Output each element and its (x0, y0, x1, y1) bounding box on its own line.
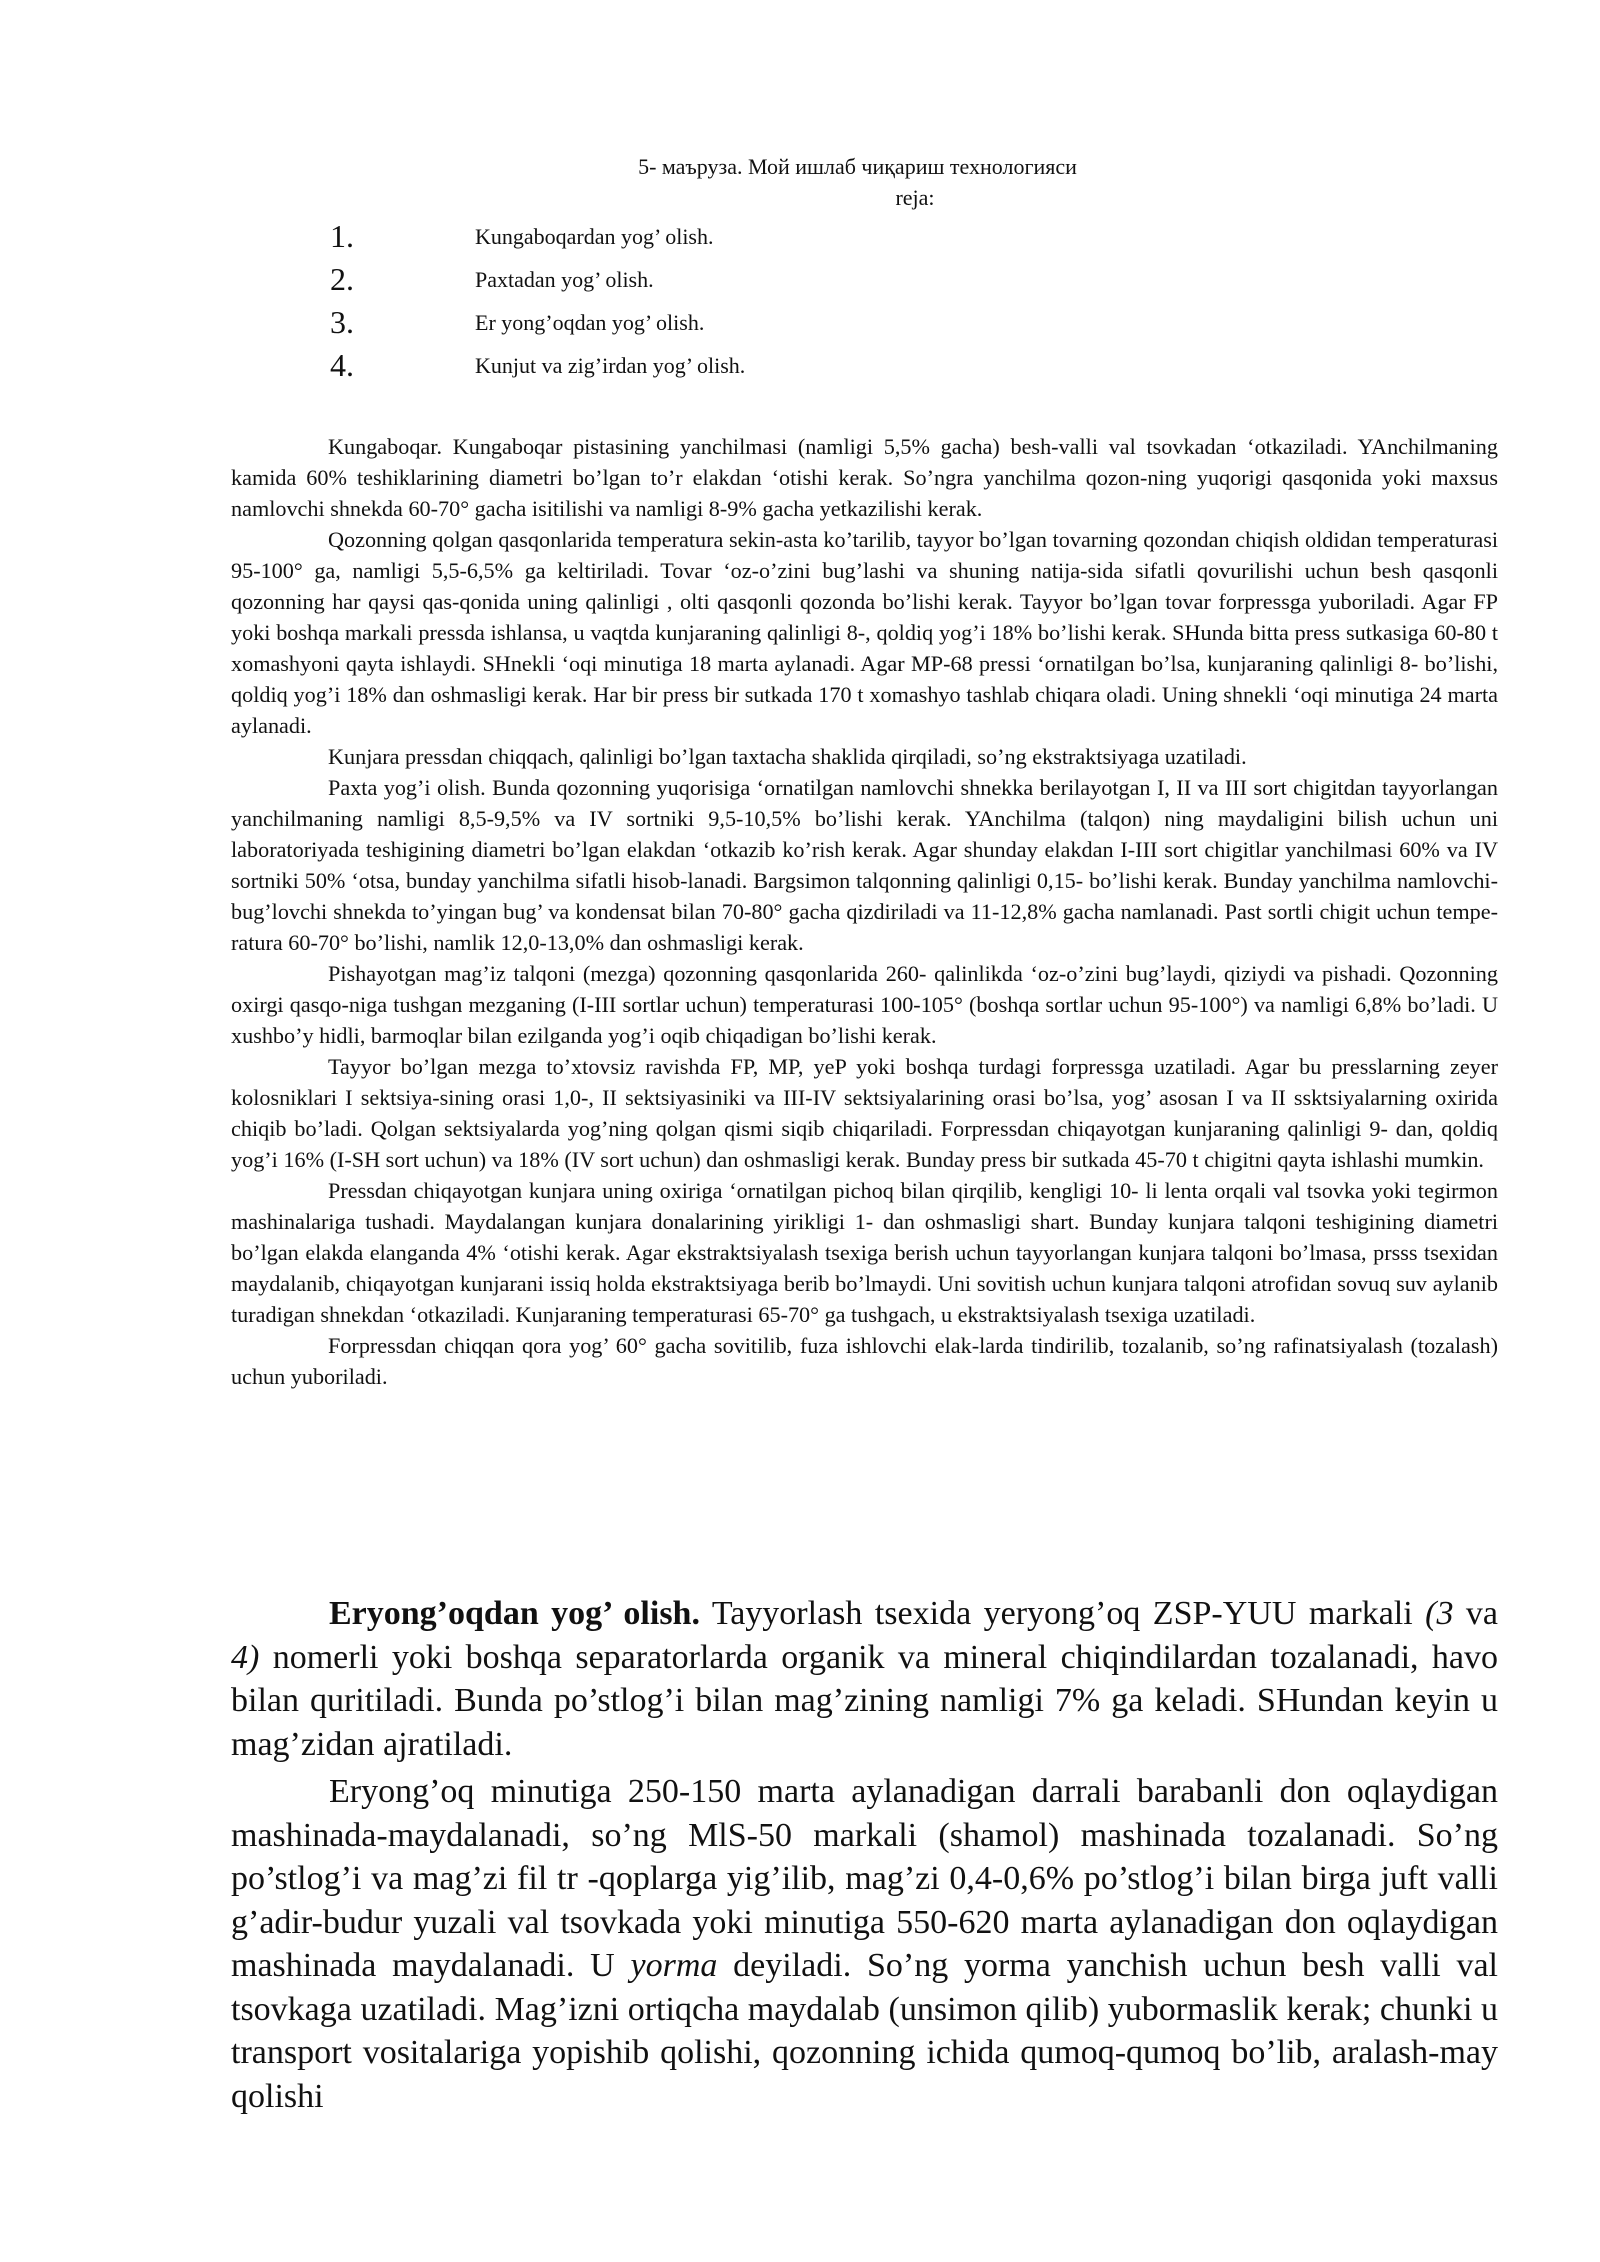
text-run: deyiladi. So’ng yorma yanchish uchun besh valli val tsovkaga uzatiladi. Mag’izni ortiqcha maydalab (unsimon qilib) yubormaslik kerak; chunki u transport vositalariga yopishib qolishi, qozonning ichida qumoq-qumoq bo’lib, aralash-may qolishi (231, 1947, 1498, 2115)
paragraph: Pishayotgan mag’iz talqoni (mezga) qozonning qasqonlarida 260- qalinlikda ‘oz-o’zini bug’laydi, qiziydi va pishadi. Qozonning oxirgi qasqo-niga tushgan mezganing (I-III sortlar uchun) temperaturasi 100-105° (boshqa sortlar uchun 95-100°) va namligi 6,8% bo’ladi. U xushbo’y hidli, barmoqlar bilan ezilganda yog’i oqib chiqadigan bo’lishi kerak. (231, 961, 1498, 1048)
text-run: nomerli yoki boshqa separatorlarda organik va mineral chiqindilardan tozalanadi, havo bilan quritiladi. Bunda po’stlog’i bilan mag’zining namligi 7% ga keladi. SHundan keyin u mag’zidan ajratiladi. (231, 1638, 1498, 1763)
plan-item-text: Kunjut va zig’irdan yog’ olish. (475, 353, 746, 378)
paragraph: Qozonning qolgan qasqonlarida temperatura sekin-asta ko’tarilib, tayyor bo’lgan tovarning qozondan chiqish oldidan temperaturasi 95-100° ga, namligi 5,5-6,5% ga keltiriladi. Tovar ‘oz-o’zini bug’lashi va shuning natija-sida sifatli qovurilishi uchun besh qasqonli qozonning har qaysi qas-qonida uning qalinligi , olti qasqonli qozonda bo’lishi kerak. Tayyor bo’lgan tovar forpressga yuboriladi. Agar FP yoki boshqa markali pressda ishlansa, u vaqtda kunjaraning qalinligi 8-, qoldiq yog’i 18% bo’lishi kerak. SHunda bitta press sutkasiga 60-80 t xomashyoni qayta ishlaydi. SHnekli ‘oqi minutiga 18 marta aylanadi. Agar MP-68 pressi ‘ornatilgan bo’lsa, kunjaraning qalinligi 8- bo’lishi, qoldiq yog’i 18% dan oshmasligi kerak. Har bir press bir sutkada 170 t xomashyo tashlab chiqara oladi. Uning shnekli ‘oqi minutiga 24 marta aylanadi. (231, 527, 1498, 738)
paragraph (231, 1592, 1498, 1766)
paragraph: Forpressdan chiqqan qora yog’ 60° gacha sovitilib, fuza ishlovchi elak-larda tindirilib, tozalanib, so’ng rafinatsiyalash (tozalash) uchun yuboriladi. (231, 1333, 1498, 1389)
paragraph: Kunjara pressdan chiqqach, qalinligi bo’lgan taxtacha shaklida qirqiladi, so’ng ekstraktsiyaga uzatiladi. (328, 744, 1247, 769)
plan-item-number: 1. (330, 218, 354, 254)
paragraph: Paxta yog’i olish. Bunda qozonning yuqorisiga ‘ornatilgan namlovchi shnekka berilayotgan I, II va III sort chigitdan tayyorlangan yanchilmaning namligi 8,5-9,5% va IV sortniki 9,5-10,5% bo’lishi kerak. YAnchilma (talqon) ning maydaligini bilish uchun uni laboratoriyada teshigining diametri bo’lgan elakdan ‘otkazib ko’rish kerak. Agar shunday elakdan I-III sort chigitlar yanchilmasi 60% va IV sortniki 50% ‘otsa, bunday yanchilma sifatli hisob-lanadi. Bargsimon talqonning qalinligi 0,15- bo’lishi kerak. Bunday yanchilma namlovchi-bug’lovchi shnekda to’yingan bug’ va kondensat bilan 70-80° gacha qizdiriladi va 11-12,8% gacha namlanadi. Past sortli chigit uchun tempe-ratura 60-70° bo’lishi, namlik 12,0-13,0% dan oshmasligi kerak. (231, 775, 1498, 955)
text-run: Tayyorlash tsexida yeryong’oq ZSP-YUU markali (699, 1595, 1426, 1632)
plan-item-number: 2. (330, 261, 354, 297)
italic-run: (3 (1425, 1595, 1454, 1632)
body-text-small (231, 431, 1498, 1392)
plan-item-text: Er yong’oqdan yog’ olish. (475, 310, 705, 335)
text-run: Eryong’oq minutiga 250-150 marta aylanadigan darrali barabanli don oqlaydigan mashinada-maydalanadi, so’ng MlS-50 markali (shamol) mashinada tozalanadi. So’ng po’stlog’i va mag’zi fil tr -qoplarga yig’ilib, mag’zi 0,4-0,6% po’stlog’i bilan birga juft valli g’adir-budur yuzali val tsovkada yoki minutiga 550-620 marta aylanadigan don oqlaydigan mashinada maydalanadi. U (231, 1773, 1498, 1984)
plan-item (330, 215, 1230, 258)
lecture-title: 5- маъруза. Мой ишлаб чиқариш технологияси (638, 154, 1077, 179)
plan-item (330, 258, 1230, 301)
body-text-large (231, 1592, 1498, 2122)
plan-item (330, 344, 1230, 387)
section-heading: Eryong’oqdan yog’ olish. (329, 1595, 700, 1632)
paragraph: Kungaboqar. Kungaboqar pistasining yanchilmasi (namligi 5,5% gacha) besh-valli val tsovkadan ‘otkaziladi. YAnchilmaning kamida 60% teshiklarining diametri bo’lgan to’r elakdan ‘otishi kerak. So’ngra yanchilma qozon-ning yuqorigi qasqonida yoki maxsus namlovchi shnekda 60-70° gacha isitilishi va namligi 8-9% gacha yetkazilishi kerak. (231, 434, 1498, 521)
italic-run: yorma (630, 1947, 718, 1984)
plan-heading: reja: (895, 185, 935, 210)
plan-item-number: 3. (330, 304, 354, 340)
plan-item (330, 301, 1230, 344)
paragraph (231, 1770, 1498, 2118)
plan-item-text: Paxtadan yog’ olish. (475, 267, 654, 292)
paragraph: Pressdan chiqayotgan kunjara uning oxiriga ‘ornatilgan pichoq bilan qirqilib, kengligi 10- li lenta orqali val tsovka yoki tegirmon mashinalariga tushadi. Maydalangan kunjara donalarining yirikligi 1- dan oshmasligi shart. Bunday kunjara talqoni teshigining diametri bo’lgan elakda elanganda 4% ‘otishi kerak. Agar ekstraktsiyalash tsexiga berish uchun tayyorlangan kunjara talqoni bo’lmasa, prsss tsexidan maydalanib, chiqayotgan kunjarani issiq holda ekstraktsiyaga berib bo’lmaydi. Uni sovitish uchun kunjara talqoni atrofidan sovuq suv aylanib turadigan shnekdan ‘otkaziladi. Kunjaraning temperaturasi 65-70° ga tushgach, u ekstraktsiyalash tsexiga uzatiladi. (231, 1178, 1498, 1327)
italic-run: 4) (231, 1638, 260, 1676)
plan-item-number: 4. (330, 347, 354, 383)
paragraph: Tayyor bo’lgan mezga to’xtovsiz ravishda FP, MP, yeP yoki boshqa turdagi forpressga uzatiladi. Agar bu presslarning zeyer kolosniklari I sektsiya-sining orasi 1,0-, II sektsiyasiniki va III-IV sektsiyalarining orasi bo’lsa, yog’ asosan I va II ssktsiyalarning oxirida chiqib bo’ladi. Qolgan sektsiyalarda yog’ning qolgan qismi siqib chiqariladi. Forpressdan chiqayotgan kunjaraning qalinligi 9- dan, qoldiq yog’i 16% (I-SH sort uchun) va 18% (IV sort uchun) dan oshmasligi kerak. Bunday press bir sutkada 45-70 t chigitni qayta ishlashi mumkin. (231, 1054, 1498, 1172)
plan-list (330, 215, 1230, 387)
text-run: va (1453, 1595, 1499, 1632)
plan-item-text: Kungaboqardan yog’ olish. (475, 224, 714, 249)
